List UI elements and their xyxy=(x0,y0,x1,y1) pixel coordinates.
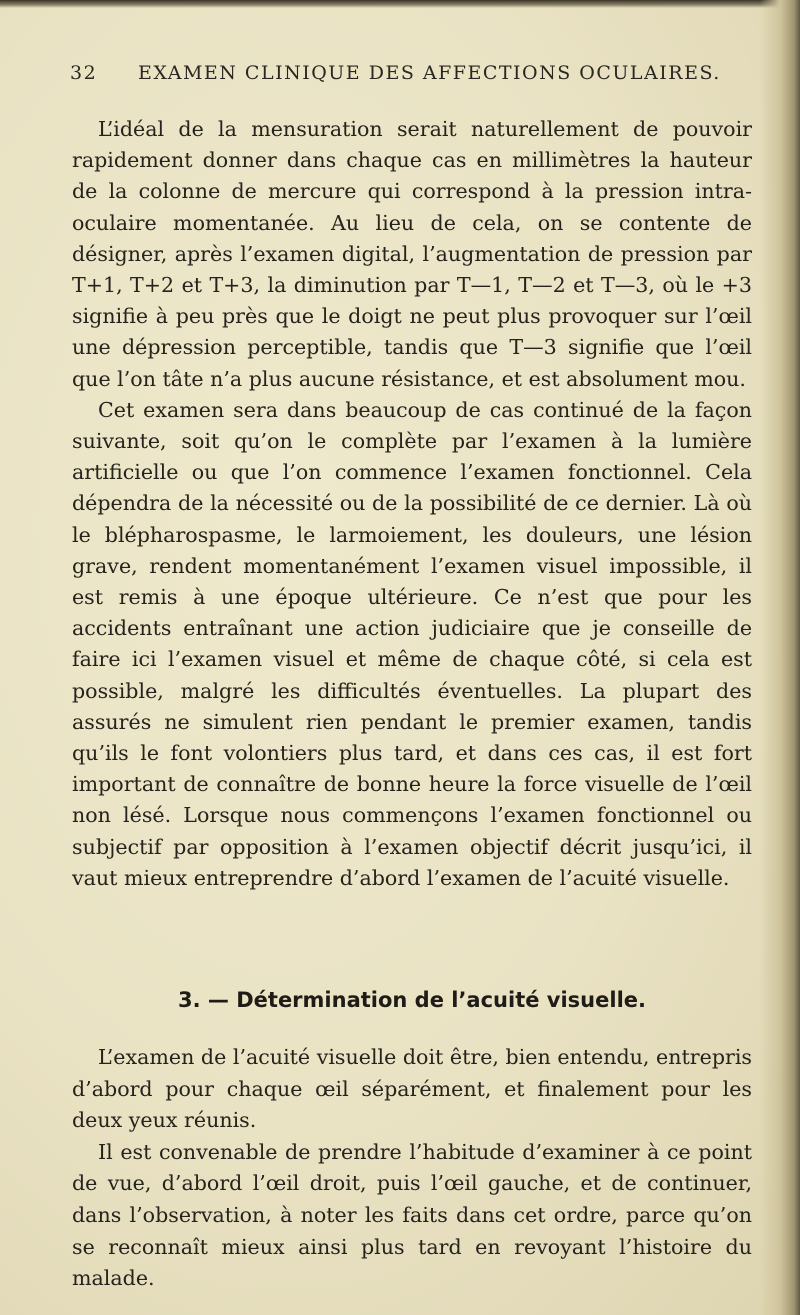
paragraph-tonometry: L’idéal de la mensuration serait naturellement de pouvoir rapidement donner dans chaque cas en millimètres la hauteur de la colonne de mercure qui correspond à la pression intra-oculaire momentanée. Au lieu de cela, on se contente de désigner, après l’examen digital, l’augmentation de pression par T+1, T+2 et T+3, la diminution par T—1, T—2 et T—3, où le +3 signifie à peu près que le doigt ne peut plus provoquer sur l’œil une dépression perceptible, tandis que T—3 signifie que l’œil que l’on tâte n’a plus aucune résistance, et est absolument mou. xyxy=(72,117,752,391)
body-text xyxy=(72,114,752,894)
paragraph-examination-order: Cet examen sera dans beaucoup de cas continué de la façon suivante, soit qu’on le complète par l’examen à la lumière artificielle ou que l’on commence l’examen fonctionnel. Cela dépendra de la nécessité ou de la possibilité de ce dernier. Là où le blépharospasme, le larmoiement, les douleurs, une lésion grave, rendent momentanément l’examen visuel impossible, il est remis à une époque ultérieure. Ce n’est que pour les accidents entraînant une action judiciaire que je conseille de faire ici l’examen visuel et même de chaque côté, si cela est possible, malgré les difficultés éventuelles. La plupart des assurés ne simulent rien pendant le premier examen, tandis qu’ils le font volontiers plus tard, et dans ces cas, il est fort important de connaître de bonne heure la force visuelle de l’œil non lésé. Lorsque nous commençons l’examen fonctionnel ou subjectif par opposition à l’examen objectif décrit jusqu’ici, il vaut mieux entreprendre d’abord l’examen de l’acuité visuelle. xyxy=(72,397,752,890)
page-header xyxy=(70,62,721,92)
page-number: 32 xyxy=(70,62,98,84)
running-head: EXAMEN CLINIQUE DES AFFECTIONS OCULAIRES. xyxy=(138,62,721,84)
page-binding-edge xyxy=(760,0,800,1315)
paragraph-visual-acuity-intro: L’examen de l’acuité visuelle doit être, bien entendu, entrepris d’abord pour chaque œil séparément, et finalement pour les deux yeux réunis. xyxy=(72,1045,752,1133)
paragraph-examination-habit: Il est convenable de prendre l’habitude d’examiner à ce point de vue, d’abord l’œil droit, puis l’œil gauche, et de continuer, dans l’observation, à noter les faits dans cet ordre, parce qu’on se reconnaît mieux ainsi plus tard en revoyant l’histoire du malade. xyxy=(72,1139,752,1291)
section-text xyxy=(72,1042,752,1295)
section-heading: 3. — Détermination de l’acuité visuelle. xyxy=(178,988,646,1012)
page-top-edge-shadow xyxy=(0,0,800,8)
